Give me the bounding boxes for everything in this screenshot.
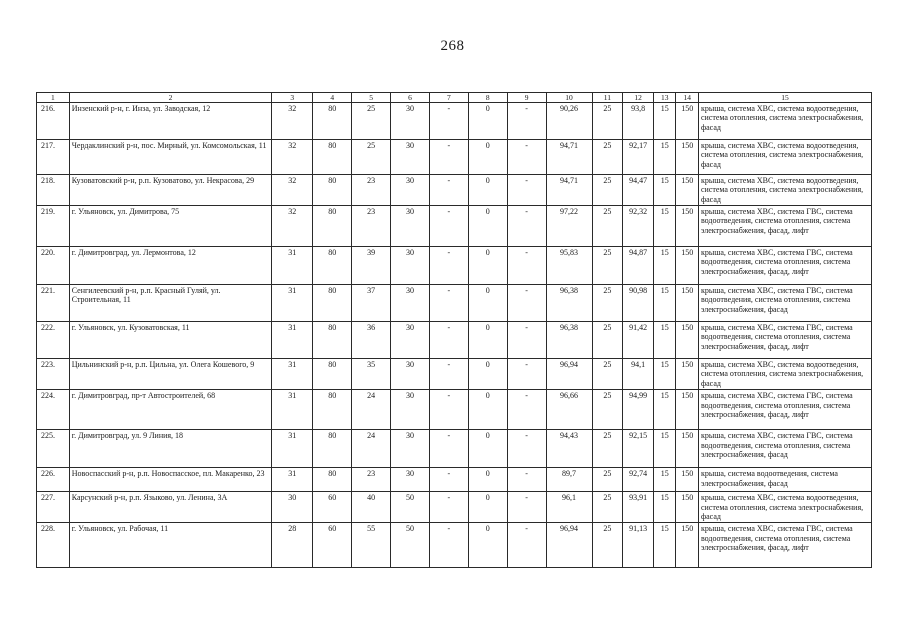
- repair-works-cell: крыша, система ХВС, система ГВС, система водоотведения, система отопления, система электроснабжения, фасад, лифт: [698, 206, 871, 247]
- address-cell: Карсунский р-н, р.п. Языково, ул. Ленина, 3А: [69, 492, 272, 523]
- value-cell-col10: 96,94: [546, 359, 592, 390]
- column-number: 13: [653, 93, 676, 103]
- page-number: 268: [440, 38, 465, 54]
- table-row: [37, 247, 872, 285]
- value-cell-col6: 30: [391, 175, 430, 206]
- table-body: [37, 93, 872, 568]
- value-cell-col10: 94,71: [546, 175, 592, 206]
- address-cell: Цильнинский р-н, р.п. Цильна, ул. Олега Кошевого, 9: [69, 359, 272, 390]
- value-cell-col3: 31: [272, 285, 313, 322]
- value-cell-col5: 24: [352, 430, 391, 468]
- value-cell-col8: 0: [468, 103, 507, 140]
- value-cell-col3: 31: [272, 247, 313, 285]
- column-number: 3: [272, 93, 313, 103]
- value-cell-col4: 80: [313, 206, 352, 247]
- repair-works-cell: крыша, система водоотведения, система электроснабжения, фасад: [698, 468, 871, 492]
- value-cell-col10: 96,38: [546, 322, 592, 359]
- repair-works-cell: крыша, система ХВС, система водоотведения, система отопления, система электроснабжения, фасад: [698, 103, 871, 140]
- value-cell-col9: -: [507, 523, 546, 568]
- value-cell-col14: 150: [676, 523, 699, 568]
- value-cell-col8: 0: [468, 523, 507, 568]
- value-cell-col4: 80: [313, 430, 352, 468]
- value-cell-col7: -: [429, 285, 468, 322]
- value-cell-col4: 80: [313, 140, 352, 175]
- value-cell-col10: 97,22: [546, 206, 592, 247]
- repair-works-cell: крыша, система ХВС, система водоотведения, система отопления, система электроснабжения, фасад: [698, 359, 871, 390]
- value-cell-col7: -: [429, 390, 468, 430]
- column-number-row: [37, 93, 872, 103]
- value-cell-col10: 96,1: [546, 492, 592, 523]
- value-cell-col12: 94,47: [623, 175, 654, 206]
- value-cell-col10: 94,43: [546, 430, 592, 468]
- address-cell: г. Ульяновск, ул. Рабочая, 11: [69, 523, 272, 568]
- value-cell-col10: 89,7: [546, 468, 592, 492]
- value-cell-col5: 36: [352, 322, 391, 359]
- repair-works-cell: крыша, система ХВС, система ГВС, система водоотведения, система отопления, система электроснабжения, фасад, лифт: [698, 390, 871, 430]
- value-cell-col3: 30: [272, 492, 313, 523]
- value-cell-col14: 150: [676, 175, 699, 206]
- table-row: [37, 492, 872, 523]
- value-cell-col4: 60: [313, 492, 352, 523]
- value-cell-col3: 28: [272, 523, 313, 568]
- value-cell-col4: 80: [313, 322, 352, 359]
- row-number: 222.: [37, 322, 70, 359]
- value-cell-col7: -: [429, 468, 468, 492]
- value-cell-col3: 32: [272, 140, 313, 175]
- value-cell-col13: 15: [653, 523, 676, 568]
- value-cell-col11: 25: [592, 430, 623, 468]
- value-cell-col10: 96,38: [546, 285, 592, 322]
- value-cell-col13: 15: [653, 390, 676, 430]
- value-cell-col8: 0: [468, 175, 507, 206]
- table-row: [37, 206, 872, 247]
- repair-works-cell: крыша, система ХВС, система водоотведения, система отопления, система электроснабжения, фасад: [698, 492, 871, 523]
- value-cell-col12: 94,1: [623, 359, 654, 390]
- value-cell-col6: 50: [391, 492, 430, 523]
- value-cell-col13: 15: [653, 359, 676, 390]
- value-cell-col14: 150: [676, 492, 699, 523]
- row-number: 226.: [37, 468, 70, 492]
- column-number: 8: [468, 93, 507, 103]
- value-cell-col9: -: [507, 492, 546, 523]
- value-cell-col12: 91,42: [623, 322, 654, 359]
- value-cell-col13: 15: [653, 140, 676, 175]
- value-cell-col13: 15: [653, 322, 676, 359]
- table-row: [37, 103, 872, 140]
- value-cell-col10: 96,94: [546, 523, 592, 568]
- row-number: 219.: [37, 206, 70, 247]
- value-cell-col14: 150: [676, 247, 699, 285]
- value-cell-col5: 37: [352, 285, 391, 322]
- value-cell-col6: 30: [391, 140, 430, 175]
- value-cell-col8: 0: [468, 206, 507, 247]
- value-cell-col5: 24: [352, 390, 391, 430]
- value-cell-col7: -: [429, 430, 468, 468]
- column-number: 9: [507, 93, 546, 103]
- column-number: 15: [698, 93, 871, 103]
- value-cell-col11: 25: [592, 206, 623, 247]
- value-cell-col14: 150: [676, 103, 699, 140]
- column-number: 12: [623, 93, 654, 103]
- value-cell-col14: 150: [676, 390, 699, 430]
- column-number: 6: [391, 93, 430, 103]
- value-cell-col4: 60: [313, 523, 352, 568]
- value-cell-col11: 25: [592, 359, 623, 390]
- address-cell: г. Димитровград, ул. 9 Линия, 18: [69, 430, 272, 468]
- value-cell-col13: 15: [653, 247, 676, 285]
- value-cell-col5: 35: [352, 359, 391, 390]
- table-row: [37, 140, 872, 175]
- value-cell-col14: 150: [676, 468, 699, 492]
- value-cell-col12: 92,32: [623, 206, 654, 247]
- value-cell-col11: 25: [592, 103, 623, 140]
- value-cell-col9: -: [507, 140, 546, 175]
- value-cell-col14: 150: [676, 359, 699, 390]
- column-number: 7: [429, 93, 468, 103]
- value-cell-col12: 92,17: [623, 140, 654, 175]
- value-cell-col6: 30: [391, 359, 430, 390]
- row-number: 224.: [37, 390, 70, 430]
- row-number: 216.: [37, 103, 70, 140]
- value-cell-col8: 0: [468, 359, 507, 390]
- value-cell-col14: 150: [676, 430, 699, 468]
- value-cell-col8: 0: [468, 468, 507, 492]
- value-cell-col12: 94,99: [623, 390, 654, 430]
- value-cell-col3: 31: [272, 390, 313, 430]
- value-cell-col12: 92,15: [623, 430, 654, 468]
- value-cell-col5: 25: [352, 103, 391, 140]
- value-cell-col11: 25: [592, 140, 623, 175]
- value-cell-col4: 80: [313, 468, 352, 492]
- table-row: [37, 430, 872, 468]
- table-row: [37, 322, 872, 359]
- value-cell-col5: 25: [352, 140, 391, 175]
- value-cell-col13: 15: [653, 285, 676, 322]
- value-cell-col5: 23: [352, 468, 391, 492]
- value-cell-col9: -: [507, 468, 546, 492]
- repair-works-cell: крыша, система ХВС, система водоотведения, система отопления, система электроснабжения, фасад: [698, 175, 871, 206]
- value-cell-col9: -: [507, 103, 546, 140]
- value-cell-col13: 15: [653, 175, 676, 206]
- address-cell: Кузоватовский р-н, р.п. Кузоватово, ул. Некрасова, 29: [69, 175, 272, 206]
- building-repair-table: [36, 92, 872, 568]
- value-cell-col8: 0: [468, 492, 507, 523]
- value-cell-col4: 80: [313, 390, 352, 430]
- value-cell-col11: 25: [592, 390, 623, 430]
- table-row: [37, 175, 872, 206]
- row-number: 228.: [37, 523, 70, 568]
- value-cell-col3: 31: [272, 468, 313, 492]
- address-cell: Сенгилеевский р-н, р.п. Красный Гуляй, ул. Строительная, 11: [69, 285, 272, 322]
- value-cell-col3: 32: [272, 103, 313, 140]
- value-cell-col9: -: [507, 390, 546, 430]
- value-cell-col8: 0: [468, 140, 507, 175]
- value-cell-col11: 25: [592, 492, 623, 523]
- value-cell-col5: 39: [352, 247, 391, 285]
- repair-works-cell: крыша, система ХВС, система ГВС, система водоотведения, система отопления, система электроснабжения, фасад, лифт: [698, 247, 871, 285]
- address-cell: Инзенский р-н, г. Инза, ул. Заводская, 12: [69, 103, 272, 140]
- value-cell-col11: 25: [592, 322, 623, 359]
- value-cell-col6: 30: [391, 322, 430, 359]
- value-cell-col7: -: [429, 206, 468, 247]
- value-cell-col5: 40: [352, 492, 391, 523]
- value-cell-col6: 30: [391, 468, 430, 492]
- value-cell-col7: -: [429, 175, 468, 206]
- address-cell: Чердаклинский р-н, пос. Мирный, ул. Комсомольская, 11: [69, 140, 272, 175]
- column-number: 11: [592, 93, 623, 103]
- value-cell-col9: -: [507, 322, 546, 359]
- value-cell-col8: 0: [468, 247, 507, 285]
- value-cell-col7: -: [429, 247, 468, 285]
- column-number: 1: [37, 93, 70, 103]
- value-cell-col9: -: [507, 175, 546, 206]
- row-number: 220.: [37, 247, 70, 285]
- value-cell-col7: -: [429, 103, 468, 140]
- value-cell-col3: 31: [272, 322, 313, 359]
- value-cell-col12: 93,8: [623, 103, 654, 140]
- value-cell-col11: 25: [592, 523, 623, 568]
- value-cell-col9: -: [507, 430, 546, 468]
- value-cell-col6: 30: [391, 247, 430, 285]
- value-cell-col9: -: [507, 359, 546, 390]
- address-cell: г. Димитровград, ул. Лермонтова, 12: [69, 247, 272, 285]
- value-cell-col12: 94,87: [623, 247, 654, 285]
- value-cell-col11: 25: [592, 175, 623, 206]
- table-row: [37, 390, 872, 430]
- table-row: [37, 523, 872, 568]
- value-cell-col4: 80: [313, 175, 352, 206]
- address-cell: Новоспасский р-н, р.п. Новоспасское, пл. Макаренко, 23: [69, 468, 272, 492]
- value-cell-col4: 80: [313, 247, 352, 285]
- value-cell-col8: 0: [468, 390, 507, 430]
- value-cell-col13: 15: [653, 430, 676, 468]
- value-cell-col13: 15: [653, 492, 676, 523]
- value-cell-col8: 0: [468, 430, 507, 468]
- column-number: 2: [69, 93, 272, 103]
- value-cell-col6: 30: [391, 430, 430, 468]
- value-cell-col8: 0: [468, 285, 507, 322]
- address-cell: г. Ульяновск, ул. Кузоватовская, 11: [69, 322, 272, 359]
- column-number: 5: [352, 93, 391, 103]
- value-cell-col3: 31: [272, 430, 313, 468]
- value-cell-col4: 80: [313, 103, 352, 140]
- value-cell-col14: 150: [676, 206, 699, 247]
- repair-works-cell: крыша, система ХВС, система ГВС, система водоотведения, система отопления, система электроснабжения, фасад, лифт: [698, 523, 871, 568]
- value-cell-col13: 15: [653, 206, 676, 247]
- value-cell-col7: -: [429, 359, 468, 390]
- row-number: 227.: [37, 492, 70, 523]
- value-cell-col7: -: [429, 322, 468, 359]
- column-number: 14: [676, 93, 699, 103]
- value-cell-col6: 30: [391, 206, 430, 247]
- value-cell-col5: 23: [352, 206, 391, 247]
- value-cell-col13: 15: [653, 103, 676, 140]
- value-cell-col11: 25: [592, 285, 623, 322]
- value-cell-col10: 90,26: [546, 103, 592, 140]
- repair-works-cell: крыша, система ХВС, система ГВС, система водоотведения, система отопления, система электроснабжения, фасад: [698, 285, 871, 322]
- repair-works-cell: крыша, система ХВС, система ГВС, система водоотведения, система отопления, система электроснабжения, фасад, лифт: [698, 322, 871, 359]
- table-row: [37, 285, 872, 322]
- value-cell-col9: -: [507, 285, 546, 322]
- value-cell-col10: 96,66: [546, 390, 592, 430]
- value-cell-col9: -: [507, 206, 546, 247]
- value-cell-col5: 23: [352, 175, 391, 206]
- value-cell-col14: 150: [676, 285, 699, 322]
- value-cell-col10: 94,71: [546, 140, 592, 175]
- value-cell-col10: 95,83: [546, 247, 592, 285]
- address-cell: г. Ульяновск, ул. Димитрова, 75: [69, 206, 272, 247]
- column-number: 10: [546, 93, 592, 103]
- row-number: 217.: [37, 140, 70, 175]
- value-cell-col7: -: [429, 140, 468, 175]
- value-cell-col4: 80: [313, 285, 352, 322]
- value-cell-col6: 30: [391, 390, 430, 430]
- row-number: 218.: [37, 175, 70, 206]
- value-cell-col12: 91,13: [623, 523, 654, 568]
- value-cell-col11: 25: [592, 247, 623, 285]
- value-cell-col9: -: [507, 247, 546, 285]
- value-cell-col14: 150: [676, 140, 699, 175]
- value-cell-col14: 150: [676, 322, 699, 359]
- repair-works-cell: крыша, система ХВС, система водоотведения, система отопления, система электроснабжения, фасад: [698, 140, 871, 175]
- value-cell-col13: 15: [653, 468, 676, 492]
- row-number: 223.: [37, 359, 70, 390]
- table-row: [37, 359, 872, 390]
- value-cell-col4: 80: [313, 359, 352, 390]
- value-cell-col6: 30: [391, 285, 430, 322]
- value-cell-col3: 32: [272, 175, 313, 206]
- column-number: 4: [313, 93, 352, 103]
- value-cell-col5: 55: [352, 523, 391, 568]
- value-cell-col6: 30: [391, 103, 430, 140]
- repair-works-cell: крыша, система ХВС, система ГВС, система водоотведения, система отопления, система электроснабжения, фасад: [698, 430, 871, 468]
- value-cell-col7: -: [429, 523, 468, 568]
- value-cell-col12: 93,91: [623, 492, 654, 523]
- value-cell-col6: 50: [391, 523, 430, 568]
- row-number: 221.: [37, 285, 70, 322]
- table-row: [37, 468, 872, 492]
- value-cell-col12: 90,98: [623, 285, 654, 322]
- value-cell-col3: 32: [272, 206, 313, 247]
- value-cell-col3: 31: [272, 359, 313, 390]
- address-cell: г. Димитровград, пр-т Автостроителей, 68: [69, 390, 272, 430]
- row-number: 225.: [37, 430, 70, 468]
- value-cell-col12: 92,74: [623, 468, 654, 492]
- value-cell-col7: -: [429, 492, 468, 523]
- value-cell-col8: 0: [468, 322, 507, 359]
- value-cell-col11: 25: [592, 468, 623, 492]
